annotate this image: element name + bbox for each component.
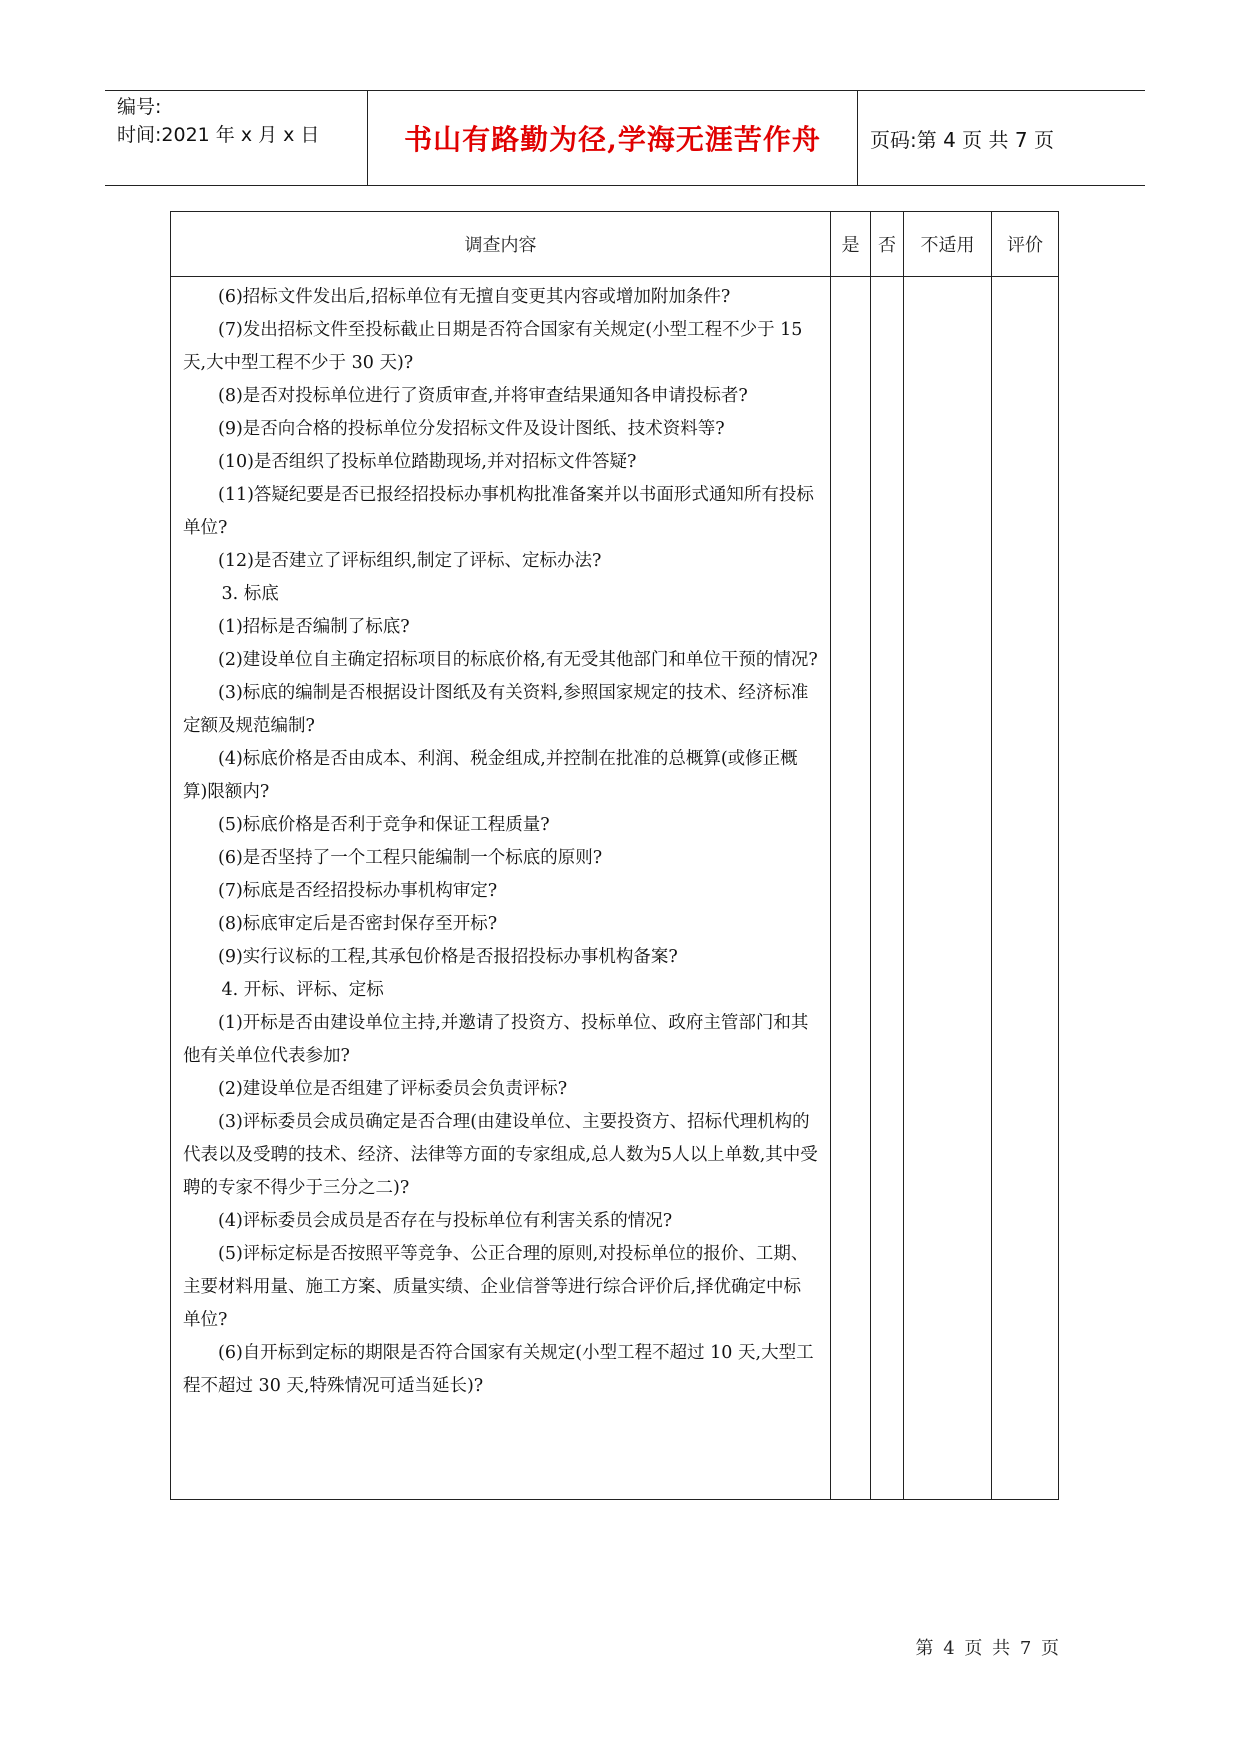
content-cell (171, 277, 831, 1500)
column-header-no: 否 (871, 212, 904, 277)
survey-item: (8)标底审定后是否密封保存至开标? (218, 914, 498, 934)
section-heading: 3. 标底 (221, 584, 279, 604)
survey-item: (2)建设单位是否组建了评标委员会负责评标? (218, 1079, 568, 1099)
survey-item: (3)评标委员会成员确定是否合理(由建设单位、主要投资方、招标代理机构的代表以及受聘的技术、经济、法律等方面的专家组成,总人数为5人以上单数,其中受聘的专家不得少于三分之二)? (183, 1112, 818, 1198)
survey-item: (10)是否组织了投标单位踏勘现场,并对招标文件答疑? (218, 452, 637, 472)
column-header-evaluation: 评价 (992, 212, 1059, 277)
not-applicable-cell (904, 277, 992, 1500)
survey-item: (11)答疑纪要是否已报经招投标办事机构批准备案并以书面形式通知所有投标单位? (183, 485, 814, 538)
survey-item: (7)标底是否经招投标办事机构审定? (218, 881, 498, 901)
yes-cell (831, 277, 871, 1500)
column-header-not-applicable: 不适用 (904, 212, 992, 277)
survey-item: (6)招标文件发出后,招标单位有无擅自变更其内容或增加附加条件? (218, 287, 731, 307)
column-header-content: 调查内容 (171, 212, 831, 277)
survey-item: (4)评标委员会成员是否存在与投标单位有利害关系的情况? (218, 1211, 673, 1231)
document-time-label: 时间:2021 年 x 月 x 日 (117, 124, 320, 146)
page-footer: 第 4 页 共 7 页 (915, 1638, 1059, 1659)
survey-table (170, 211, 1059, 1500)
evaluation-cell (992, 277, 1059, 1500)
survey-item: (1)招标是否编制了标底? (218, 617, 410, 637)
header-slogan: 书山有路勤为径,学海无涯苦作舟 (368, 91, 858, 185)
survey-item: (5)标底价格是否利于竞争和保证工程质量? (218, 815, 550, 835)
table-header-row (171, 212, 1059, 277)
survey-item: (9)实行议标的工程,其承包价格是否报招投标办事机构备案? (218, 947, 678, 967)
survey-item: (8)是否对投标单位进行了资质审查,并将审查结果通知各申请投标者? (218, 386, 748, 406)
survey-item: (9)是否向合格的投标单位分发招标文件及设计图纸、技术资料等? (218, 419, 725, 439)
page-header (105, 90, 1145, 186)
section-heading: 4. 开标、评标、定标 (221, 980, 384, 1000)
survey-item: (1)开标是否由建设单位主持,并邀请了投资方、投标单位、政府主管部门和其他有关单位代表参加? (183, 1013, 809, 1066)
survey-item: (4)标底价格是否由成本、利润、税金组成,并控制在批准的总概算(或修正概算)限额内? (183, 749, 798, 802)
document-number-label: 编号: (117, 96, 162, 118)
survey-item: (2)建设单位自主确定招标项目的标底价格,有无受其他部门和单位干预的情况? (218, 650, 818, 670)
survey-items (171, 277, 830, 1403)
survey-item: (6)自开标到定标的期限是否符合国家有关规定(小型工程不超过 10 天,大型工程不超过 30 天,特殊情况可适当延长)? (183, 1343, 814, 1396)
header-left-block (105, 91, 368, 185)
survey-item: (6)是否坚持了一个工程只能编制一个标底的原则? (218, 848, 603, 868)
survey-item: (5)评标定标是否按照平等竞争、公正合理的原则,对投标单位的报价、工期、主要材料用量、施工方案、质量实绩、企业信誉等进行综合评价后,择优确定中标单位? (183, 1244, 809, 1330)
survey-item: (7)发出招标文件至投标截止日期是否符合国家有关规定(小型工程不少于 15 天,大中型工程不少于 30 天)? (183, 320, 803, 373)
survey-item: (12)是否建立了评标组织,制定了评标、定标办法? (218, 551, 602, 571)
header-page-number: 页码:第 4 页 共 7 页 (870, 127, 1054, 152)
table-row (171, 277, 1059, 1500)
no-cell (871, 277, 904, 1500)
survey-item: (3)标底的编制是否根据设计图纸及有关资料,参照国家规定的技术、经济标准定额及规范编制? (183, 683, 809, 736)
column-header-yes: 是 (831, 212, 871, 277)
